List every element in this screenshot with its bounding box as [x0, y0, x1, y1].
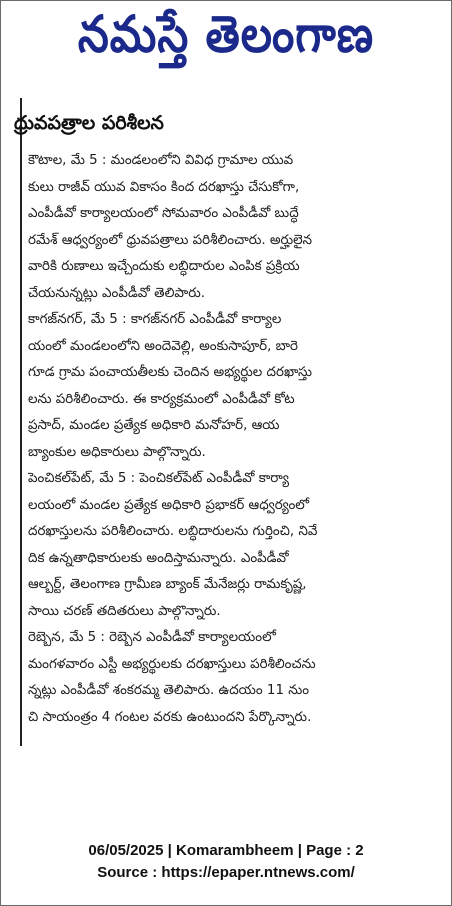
article-line: యంలో మండలంలోని అందెవెల్లి, అంకుసాపూర్, బారె	[28, 338, 298, 354]
article-line: ఆల్బర్ట్, తెలంగాణ గ్రామీణ బ్యాంక్ మేనేజర్లు రామకృష్ణ,	[28, 577, 307, 592]
article-line: దిక ఉన్నతాధికారులకు అందిస్తామన్నారు. ఎంపీడీవో	[28, 550, 289, 566]
article-line: బ్యాంకుల అధికారులు పాల్గొన్నారు.	[28, 444, 206, 460]
article-line: లయంలో మండల ప్రత్యేక అధికారి ప్రభాకర్ ఆధ్వర్యంలో	[28, 497, 310, 513]
article-line: కౌటాల, మే 5 : మండలంలోని వివిధ గ్రామాల యువ	[28, 153, 294, 168]
footer-source: Source : https://epaper.ntnews.com/	[97, 864, 355, 881]
article-line: రెబ్బెన, మే 5 : రెబ్బెన ఎంపీడీవో కార్యాలయంలో	[28, 630, 276, 645]
article-line: చి సాయంత్రం 4 గంటల వరకు ఉంటుందని పేర్కొన్నారు.	[28, 709, 312, 725]
article-line: ఎంపీడీవో కార్యాలయంలో సోమవారం ఎంపీడీవో బుద్ధే	[28, 206, 299, 221]
article-line: వారికి రుణాలు ఇచ్చేందుకు లబ్ధిదారుల ఎంపిక ప్రక్రియ	[28, 259, 300, 274]
article-line: కాగజ్‌నగర్, మే 5 : కాగజ్‌నగర్ ఎంపీడీవో కార్యాల	[28, 312, 282, 327]
article-line: కులు రాజీవ్ యువ వికాసం కింద దరఖాస్తు చేసుకోగా,	[28, 179, 300, 195]
article-line: చేయనున్నట్లు ఎంపీడీవో తెలిపారు.	[28, 285, 206, 301]
article-headline: ధ్రువపత్రాల పరిశీలన	[14, 112, 164, 134]
article-line: పెంచికల్‌పేట్, మే 5 : పెంచికల్‌పేట్ ఎంపీడీవో కార్యా	[28, 471, 289, 486]
article-line: న్నట్లు ఎంపీడీవో శంకరమ్మ తెలిపారు. ఉదయం 11 నుం	[28, 683, 310, 698]
newspaper-masthead	[24, 5, 428, 74]
article-line: సాయి చరణ్ తదితరులు పాల్గొన్నారు.	[28, 603, 221, 619]
masthead-title: నమస్తే తెలంగాణ	[77, 5, 375, 64]
article-line: మంగళవారం ఎస్టీ అభ్యర్థులకు దరఖాస్తులు పరిశీలించను	[28, 656, 316, 672]
article-line: గూడ గ్రామ పంచాయతీలకు చెందిన అభ్యర్థుల దరఖాస్తు	[28, 365, 312, 380]
footer-date-edition: 06/05/2025 | Komarambheem | Page : 2	[88, 842, 364, 859]
article-body	[28, 148, 432, 731]
article-line: లను పరిశీలించారు. ఈ కార్యక్రమంలో ఎంపీడీవో కోట	[28, 391, 295, 407]
article-line: రమేశ్ ఆధ్వర్యంలో ధ్రువపత్రాలు పరిశీలించారు. అర్హులైన	[28, 232, 313, 248]
article-line: దరఖాస్తులను పరిశీలించారు. లబ్ధిదారులను గుర్తించి, నివే	[28, 524, 318, 539]
article-line: ప్రసాద్, మండల ప్రత్యేక అధికారి మనోహర్, ఆయ	[28, 418, 280, 433]
